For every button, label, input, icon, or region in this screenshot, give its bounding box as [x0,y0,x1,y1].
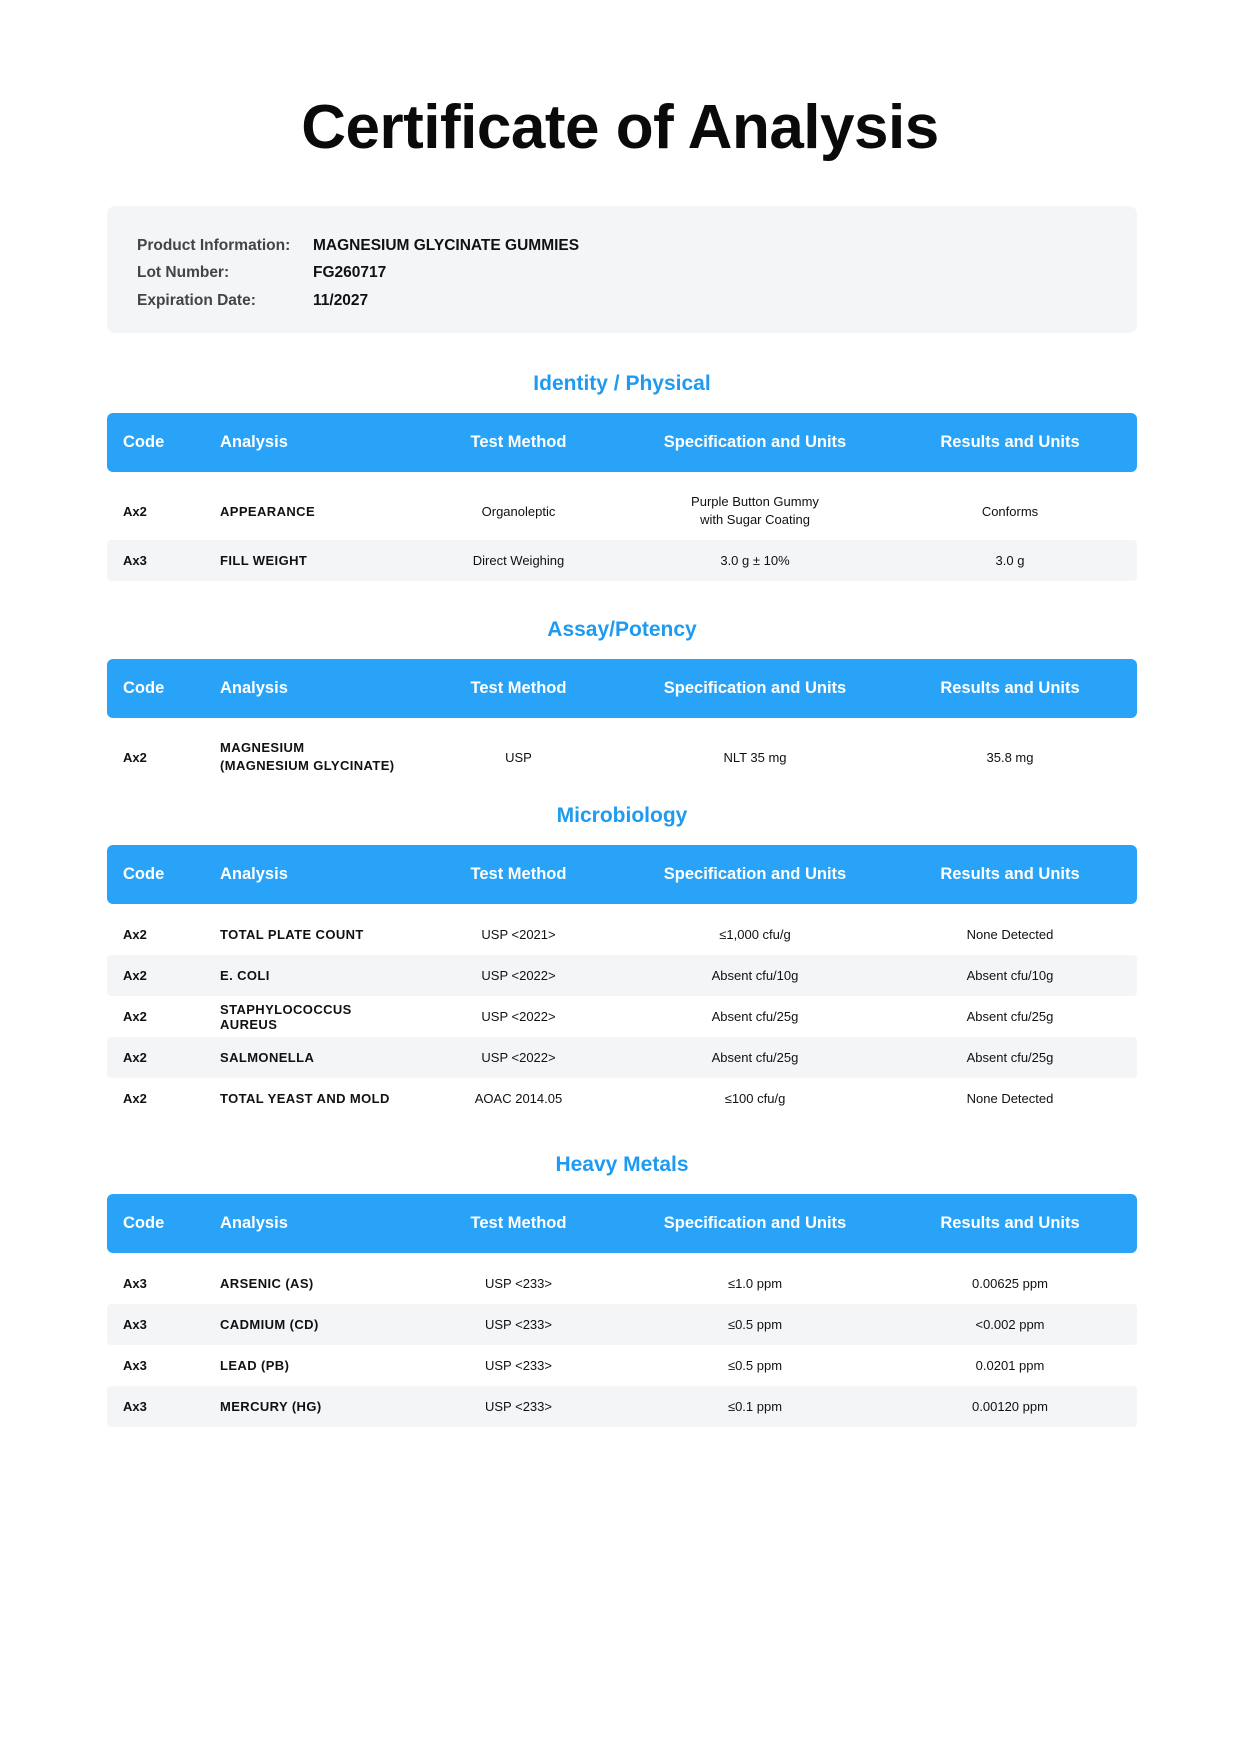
cell-result: None Detected [966,1091,1054,1106]
cell-spec: ≤0.1 ppm [727,1399,783,1414]
cell-method: USP <233> [485,1399,552,1414]
cell-method: Organoleptic [481,503,556,519]
cell-analysis: STAPHYLOCOCCUS AUREUS [220,1001,352,1032]
cell-spec: NLT 35 mg [723,749,787,765]
header-spec: Specification and Units [663,1214,847,1232]
cell-method: USP <233> [485,1317,552,1332]
cell-result: 3.0 g [995,553,1025,568]
cell-analysis: FILL WEIGHT [220,553,308,568]
table-body [107,728,1137,786]
cell-code: Ax3 [123,1276,147,1291]
cell-result: 0.00625 ppm [972,1276,1048,1291]
cell-spec: Absent cfu/25g [711,1050,799,1065]
cell-method: Direct Weighing [472,553,565,568]
cell-code: Ax2 [123,1091,147,1106]
cell-code: Ax2 [123,1009,147,1024]
cell-result: Absent cfu/25g [966,1050,1054,1065]
section-identity-physical [107,369,1137,581]
cell-code: Ax3 [123,553,147,568]
cell-code: Ax2 [123,927,147,942]
lot-value: FG260717 [313,264,387,282]
page-title: Certificate of Analysis [301,93,939,162]
lot-number-row [137,260,1137,288]
cell-method: USP <2022> [481,1050,556,1065]
cell-analysis: CADMIUM (CD) [220,1317,319,1332]
product-info-box [107,206,1137,333]
header-code: Code [123,865,165,883]
header-method: Test Method [470,1214,567,1232]
lot-label: Lot Number: [137,264,230,282]
cell-analysis: ARSENIC (AS) [220,1276,314,1291]
cell-spec: ≤0.5 ppm [727,1358,783,1373]
cell-spec: ≤100 cfu/g [724,1091,786,1106]
header-code: Code [123,679,165,697]
cell-method: USP <2022> [481,1009,556,1024]
table-body [107,914,1137,1119]
cell-code: Ax2 [123,1050,147,1065]
product-value: MAGNESIUM GLYCINATE GUMMIES [313,236,580,254]
expiration-value: 11/2027 [313,291,369,309]
table-row [107,1304,1137,1345]
section-title: Heavy Metals [555,1153,689,1176]
header-analysis: Analysis [220,1214,288,1232]
cell-spec: Absent cfu/25g [711,1009,799,1024]
header-analysis: Analysis [220,679,288,697]
section-microbiology [107,801,1137,1119]
cell-code: Ax2 [123,968,147,983]
cell-result: None Detected [966,927,1054,942]
cell-method: AOAC 2014.05 [474,1091,563,1106]
cell-spec: 3.0 g ± 10% [720,553,790,568]
cell-result: Absent cfu/10g [966,968,1054,983]
cell-spec: ≤1.0 ppm [727,1276,783,1291]
header-result: Results and Units [940,679,1080,697]
section-assay-potency [107,615,1137,786]
section-heavy-metals [107,1150,1137,1427]
cell-result: Conforms [981,503,1039,519]
cell-method: USP <233> [485,1276,552,1291]
cell-spec: ≤1,000 cfu/g [719,927,791,942]
cell-method: USP <2021> [481,927,556,942]
header-analysis: Analysis [220,433,288,451]
cell-spec: Absent cfu/10g [711,968,799,983]
header-result: Results and Units [940,433,1080,451]
table-row [107,540,1137,581]
expiration-date-row [137,287,1137,315]
table-row [107,728,1137,786]
cell-spec: Purple Button Gummy with Sugar Coating [691,494,819,527]
table-row [107,1078,1137,1119]
table-row [107,914,1137,955]
cell-result: Absent cfu/25g [966,1009,1054,1024]
header-code: Code [123,1214,165,1232]
cell-analysis: LEAD (PB) [220,1358,290,1373]
product-info-row [137,232,1137,260]
cell-method: USP [505,749,532,765]
header-method: Test Method [470,679,567,697]
header-result: Results and Units [940,865,1080,883]
section-title: Identity / Physical [533,372,711,395]
section-title: Assay/Potency [547,618,697,641]
cell-analysis: E. COLI [220,968,270,983]
header-spec: Specification and Units [663,433,847,451]
table-body [107,1263,1137,1427]
table-row [107,996,1137,1037]
product-label: Product Information: [137,236,291,254]
cell-analysis: TOTAL PLATE COUNT [220,927,364,942]
cell-result: 35.8 mg [986,749,1034,765]
table-row [107,1263,1137,1304]
table-header [107,845,1137,904]
table-row [107,1037,1137,1078]
table-header [107,413,1137,472]
header-code: Code [123,433,165,451]
cell-method: USP <2022> [481,968,556,983]
table-row [107,482,1137,540]
cell-code: Ax2 [123,503,147,519]
cell-result: 0.00120 ppm [972,1399,1048,1414]
header-spec: Specification and Units [663,679,847,697]
cell-code: Ax3 [123,1358,147,1373]
header-analysis: Analysis [220,865,288,883]
cell-analysis: MAGNESIUM (MAGNESIUM GLYCINATE) [220,740,395,773]
expiration-label: Expiration Date: [137,291,256,309]
cell-analysis: SALMONELLA [220,1050,315,1065]
table-body [107,482,1137,581]
header-method: Test Method [470,433,567,451]
cell-method: USP <233> [485,1358,552,1373]
cell-result: <0.002 ppm [975,1317,1045,1332]
cell-analysis: APPEARANCE [220,503,316,519]
cell-code: Ax3 [123,1399,147,1414]
cell-spec: ≤0.5 ppm [727,1317,783,1332]
cell-code: Ax3 [123,1317,147,1332]
section-title: Microbiology [556,804,688,827]
table-row [107,955,1137,996]
cell-code: Ax2 [123,749,147,765]
table-row [107,1386,1137,1427]
cell-analysis: TOTAL YEAST AND MOLD [220,1091,390,1106]
header-result: Results and Units [940,1214,1080,1232]
header-spec: Specification and Units [663,865,847,883]
header-method: Test Method [470,865,567,883]
cell-result: 0.0201 ppm [975,1358,1045,1373]
table-header [107,1194,1137,1253]
table-header [107,659,1137,718]
cell-analysis: MERCURY (HG) [220,1399,322,1414]
table-row [107,1345,1137,1386]
